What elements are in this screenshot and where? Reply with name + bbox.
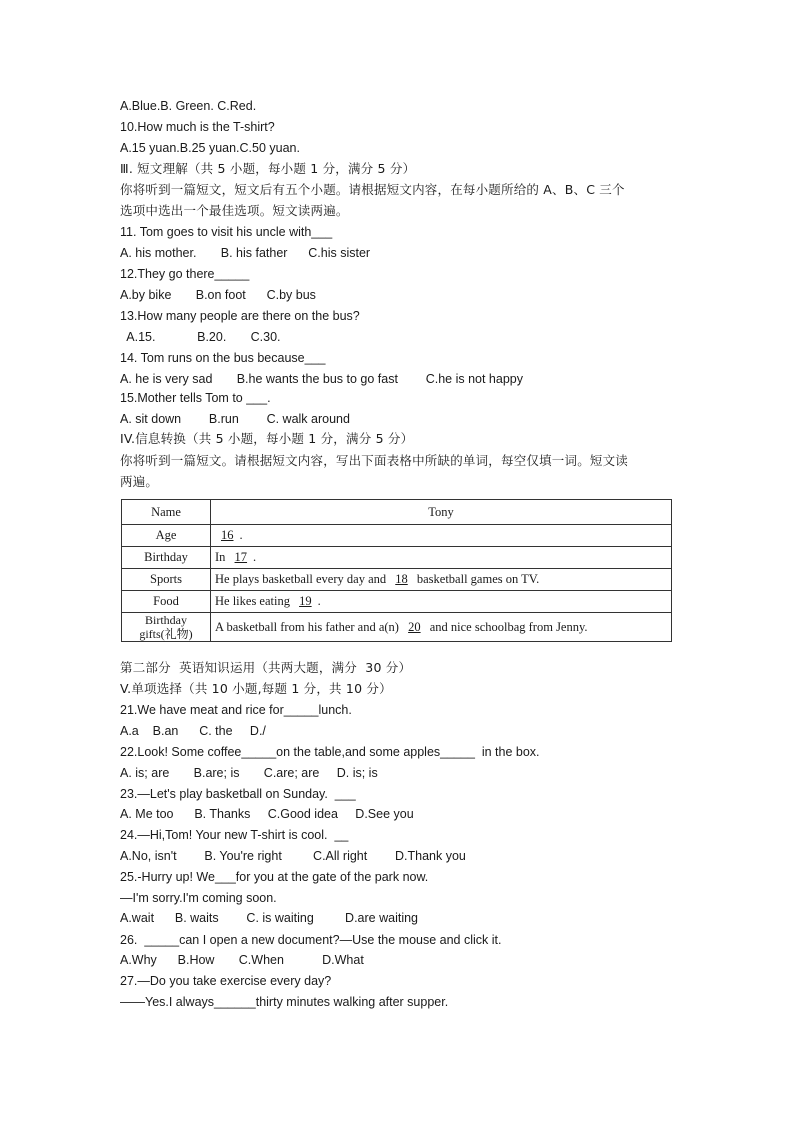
table-row	[122, 569, 672, 591]
table-header-row	[122, 500, 672, 525]
q12-question: 12.They go there_____	[120, 267, 250, 281]
q21-question: 21.We have meat and rice for_____lunch.	[120, 703, 352, 717]
row-text: In	[215, 550, 229, 564]
q22-options: A. is; are B.are; is C.are; are D. is; is	[120, 766, 378, 780]
row-value	[211, 525, 672, 547]
q25-question: 25.-Hurry up! We___for you at the gate of the park now.	[120, 870, 429, 884]
row-text: He plays basketball every day and	[215, 572, 390, 586]
info-table	[121, 499, 672, 642]
q24-options: A.No, isn't B. You're right C.All right D.Thank you	[120, 849, 466, 863]
q27-reply: ——Yes.I always______thirty minutes walking after supper.	[120, 995, 449, 1009]
row-label: Food	[122, 591, 211, 613]
table-row	[122, 547, 672, 569]
row-value	[211, 547, 672, 569]
row-label: Birthday	[122, 547, 211, 569]
section-5-heading: V.单项选择（共 10 小题,每题 1 分，共 10 分）	[120, 681, 392, 696]
row-label: Sports	[122, 569, 211, 591]
q15-options: A. sit down B.run C. walk around	[120, 412, 350, 426]
q14-options: A. he is very sad B.he wants the bus to go fast C.he is not happy	[120, 372, 523, 386]
row-text: basketball games on TV.	[413, 572, 540, 586]
q23-question: 23.—Let's play basketball on Sunday. ___	[120, 787, 356, 801]
q13-question: 13.How many people are there on the bus?	[120, 309, 360, 323]
q24-question: 24.—Hi,Tom! Your new T-shirt is cool. __	[120, 828, 349, 842]
section-3-heading: Ⅲ. 短文理解（共 5 小题，每小题 1 分，满分 5 分）	[120, 161, 416, 176]
q21-options: A.a B.an C. the D./	[120, 724, 266, 738]
section-4-heading: IV.信息转换（共 5 小题，每小题 1 分，满分 5 分）	[120, 431, 414, 446]
row-text: .	[253, 550, 257, 564]
row-text: and nice schoolbag from Jenny.	[426, 619, 588, 634]
q27-question: 27.—Do you take exercise every day?	[120, 974, 332, 988]
section-3-instruction-2: 选项中选出一个最佳选项。短文读两遍。	[120, 203, 349, 218]
section-4-instruction-2: 两遍。	[120, 474, 159, 489]
q13-options: A.15. B.20. C.30.	[120, 330, 281, 344]
row-label: Birthday gifts(礼物)	[122, 613, 211, 642]
q9-options: A.Blue.B. Green. C.Red.	[120, 99, 257, 113]
blank-number: 19	[299, 594, 312, 608]
q23-options: A. Me too B. Thanks C.Good idea D.See you	[120, 807, 414, 821]
section-3-instruction-1: 你将听到一篇短文，短文后有五个小题。请根据短文内容，在每小题所给的 A、B、C 三个	[120, 182, 625, 197]
section-4-instruction-1: 你将听到一篇短文。请根据短文内容，写出下面表格中所缺的单词，每空仅填一词。短文读	[120, 453, 629, 468]
row-value	[211, 569, 672, 591]
table-header-value: Tony	[211, 500, 672, 525]
q15-question: 15.Mother tells Tom to ___.	[120, 391, 271, 405]
row-text: .	[239, 528, 243, 542]
part-2-heading: 第二部分 英语知识运用（共两大题，满分 30 分）	[120, 660, 412, 675]
table-row	[122, 591, 672, 613]
blank-number: 20	[408, 619, 421, 634]
q25-options: A.wait B. waits C. is waiting D.are waiting	[120, 911, 419, 925]
q22-question: 22.Look! Some coffee_____on the table,and some apples_____ in the box.	[120, 745, 540, 759]
row-text: He likes eating	[215, 594, 294, 608]
row-label: Age	[122, 525, 211, 547]
table-header-label: Name	[122, 500, 211, 525]
blank-number: 16	[221, 528, 234, 542]
q26-question: 26. _____can I open a new document?—Use the mouse and click it.	[120, 933, 502, 947]
row-value	[211, 613, 672, 642]
q11-question: 11. Tom goes to visit his uncle with___	[120, 225, 333, 239]
q25-reply: —I'm sorry.I'm coming soon.	[120, 891, 277, 905]
q10-question: 10.How much is the T-shirt?	[120, 120, 275, 134]
table-row	[122, 613, 672, 642]
q10-options: A.15 yuan.B.25 yuan.C.50 yuan.	[120, 141, 300, 155]
q11-options: A. his mother. B. his father C.his sister	[120, 246, 371, 260]
blank-number: 17	[234, 550, 248, 564]
q12-options: A.by bike B.on foot C.by bus	[120, 288, 316, 302]
q14-question: 14. Tom runs on the bus because___	[120, 351, 326, 365]
blank-number: 18	[395, 572, 408, 586]
row-value	[211, 591, 672, 613]
table-row	[122, 525, 672, 547]
row-text: A basketball from his father and a(n)	[215, 619, 403, 634]
row-text: .	[317, 594, 321, 608]
q26-options: A.Why B.How C.When D.What	[120, 953, 364, 967]
